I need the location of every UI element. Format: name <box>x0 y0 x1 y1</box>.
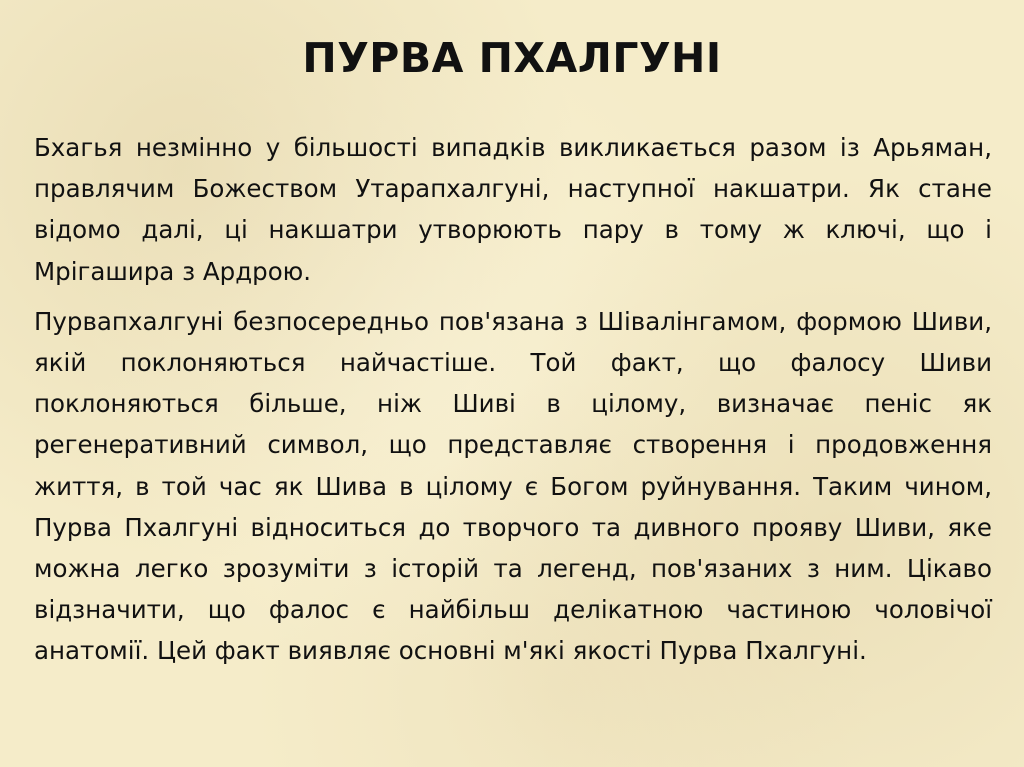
body-paragraph-2: Пурвапхалгуні безпосередньо пов'язана з Шівалінгамом, формою Шиви, якій поклоняються найчастіше. Той факт, що фалосу Шиви поклоняються більше, ніж Шиві в цілому, визначає пеніс як регенеративний символ, що представляє створення і продовження життя, в той час як Шива в цілому є Богом руйнування. Таким чином, Пурва Пхалгуні відноситься до творчого та дивного прояву Шиви, яке можна легко зрозуміти з історій та легенд, пов'язаних з ним. Цікаво відзначити, що фалос є найбільш делікатною частиною чоловічої анатомії. Цей факт виявляє основні м'які якості Пурва Пхалгуні. <box>34 306 992 666</box>
slide-title: ПУРВА ПХАЛГУНІ <box>302 34 722 82</box>
slide-body <box>34 127 992 681</box>
body-paragraph-1: Бхагья незмінно у більшості випадків викликається разом із Арьяман, правлячим Божеством Утарапхалгуні, наступної накшатри. Як стане відомо далі, ці накшатри утворюють пару в тому ж ключі, що і Мрігашира з Ардрою. <box>34 133 992 286</box>
